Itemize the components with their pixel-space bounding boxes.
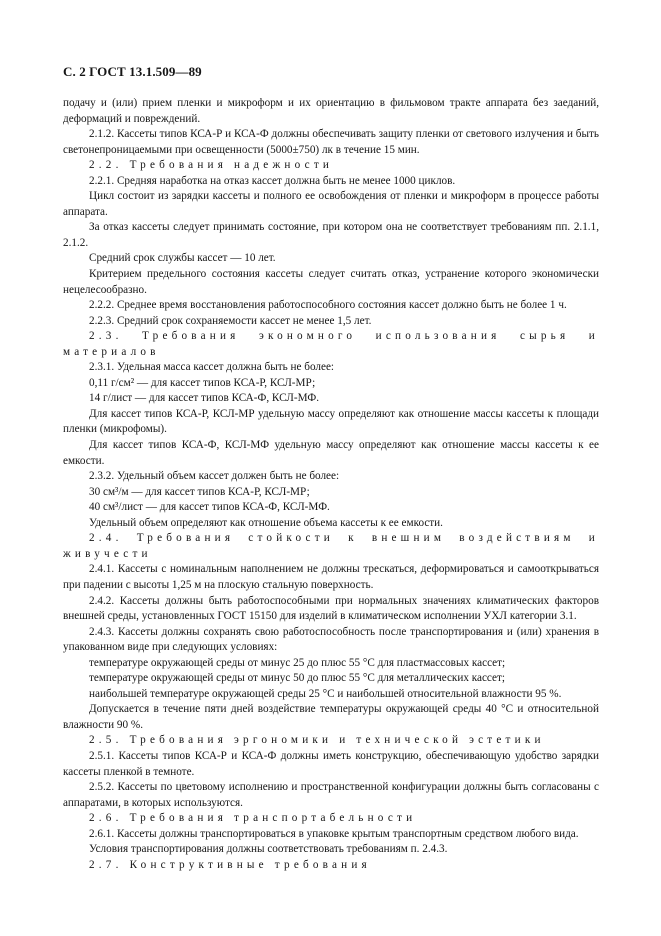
list-item: 0,11 г/см² — для кассет типов КСА-Р, КСЛ-МР; [89,376,316,389]
paragraph: Средний срок службы кассет — 10 лет. [89,252,276,265]
paragraph: подачу и (или) прием пленки и микроформ и их ориентацию в фильмовом тракте аппарата без заеданий, деформаций и повреждений. [63,97,599,125]
section-heading: 2.4. Требования стойкости к внешним воздействиям и живучести [63,532,599,560]
paragraph: Условия транспортирования должны соответствовать требованиям п. 2.4.3. [89,843,448,856]
paragraph: Для кассет типов КСА-Р, КСЛ-МР удельную массу определяют как отношение массы кассеты к площади пленки (микрофомы). [63,407,599,436]
list-item: 40 см³/лист — для кассет типов КСА-Ф, КСЛ-МФ. [89,501,330,514]
paragraph: 2.3.1. Удельная масса кассет должна быть не более: [89,361,335,374]
list-item: 14 г/лист — для кассет типов КСА-Ф, КСЛ-МФ. [89,392,320,405]
section-heading: 2.3. Требования экономного использования сырья и материалов [63,330,599,358]
paragraph: За отказ кассеты следует принимать состояние, при котором она не соответствует требованиям пп. 2.1.1, 2.1.2. [63,221,599,249]
list-item: 30 см³/м — для кассет типов КСА-Р, КСЛ-МР; [89,485,310,498]
paragraph: Для кассет типов КСА-Ф, КСЛ-МФ удельную массу определяют как отношение массы кассеты к ее емкости. [63,439,599,467]
section-heading: 2.7. Конструктивные требования [89,858,371,871]
paragraph: 2.5.1. Кассеты типов КСА-Р и КСА-Ф должны иметь конструкцию, обеспечивающую удобство зарядки кассеты пленкой в темноте. [63,749,599,778]
paragraph: 2.5.2. Кассеты по цветовому исполнению и пространственной конфигурации должны быть согласованы с аппаратами, в которых используются. [63,781,599,809]
paragraph: 2.2.3. Средний срок сохраняемости кассет не менее 1,5 лет. [89,314,372,327]
paragraph: 2.2.2. Среднее время восстановления работоспособного состояния кассет должно быть не более 1 ч. [89,299,567,312]
section-heading: 2.6. Требования транспортабельности [89,812,417,825]
section-heading: 2.2. Требования надежности [89,159,334,172]
paragraph: 2.2.1. Средняя наработка на отказ кассет должна быть не менее 1000 циклов. [89,174,456,187]
document-body [63,96,599,873]
paragraph: 2.3.2. Удельный объем кассет должен быть не более: [89,470,340,483]
list-item: температуре окружающей среды от минус 25 до плюс 55 °С для пластмассовых кассет; [89,656,506,669]
paragraph: 2.4.3. Кассеты должны сохранять свою работоспособность после транспортирования и (или) хранения в упакованном виде при следующих условиях: [63,625,599,654]
page-header: С. 2 ГОСТ 13.1.509—89 [63,64,202,79]
paragraph: 2.4.1. Кассеты с номинальным наполнением не должны трескаться, деформироваться и самооткрываться при падении с высоты 1,25 м на плоскую стальную поверхность. [63,563,599,591]
paragraph: Допускается в течение пяти дней воздействие температуры окружающей среды 40 °С и относительной влажности 90 %. [63,703,599,731]
paragraph: 2.6.1. Кассеты должны транспортироваться в упаковке крытым транспортным средством любого вида. [89,827,579,840]
paragraph: Критерием предельного состояния кассеты следует считать отказ, устранение которого экономически нецелесообразно. [63,268,599,296]
paragraph: 2.4.2. Кассеты должны быть работоспособными при нормальных значениях климатических факторов внешней среды, установленных ГОСТ 15150 для изделий в климатическом исполнении УХЛ категории 3.1. [63,594,599,623]
list-item: наибольшей температуре окружающей среды 25 °С и наибольшей относительной влажности 95 %. [89,687,562,700]
paragraph: 2.1.2. Кассеты типов КСА-Р и КСА-Ф должны обеспечивать защиту пленки от светового излучения и быть светонепроницаемыми при освещенности (5000±750) лк в течение 15 мин. [63,128,599,156]
paragraph: Удельный объем определяют как отношение объема кассеты к ее емкости. [89,516,443,529]
paragraph: Цикл состоит из зарядки кассеты и полного ее освобождения от пленки и микроформ в процессе работы аппарата. [63,190,599,218]
list-item: температуре окружающей среды от минус 50 до плюс 55 °С для металлических кассет; [89,672,506,685]
section-heading: 2.5. Требования эргономики и технической эстетики [89,734,545,747]
